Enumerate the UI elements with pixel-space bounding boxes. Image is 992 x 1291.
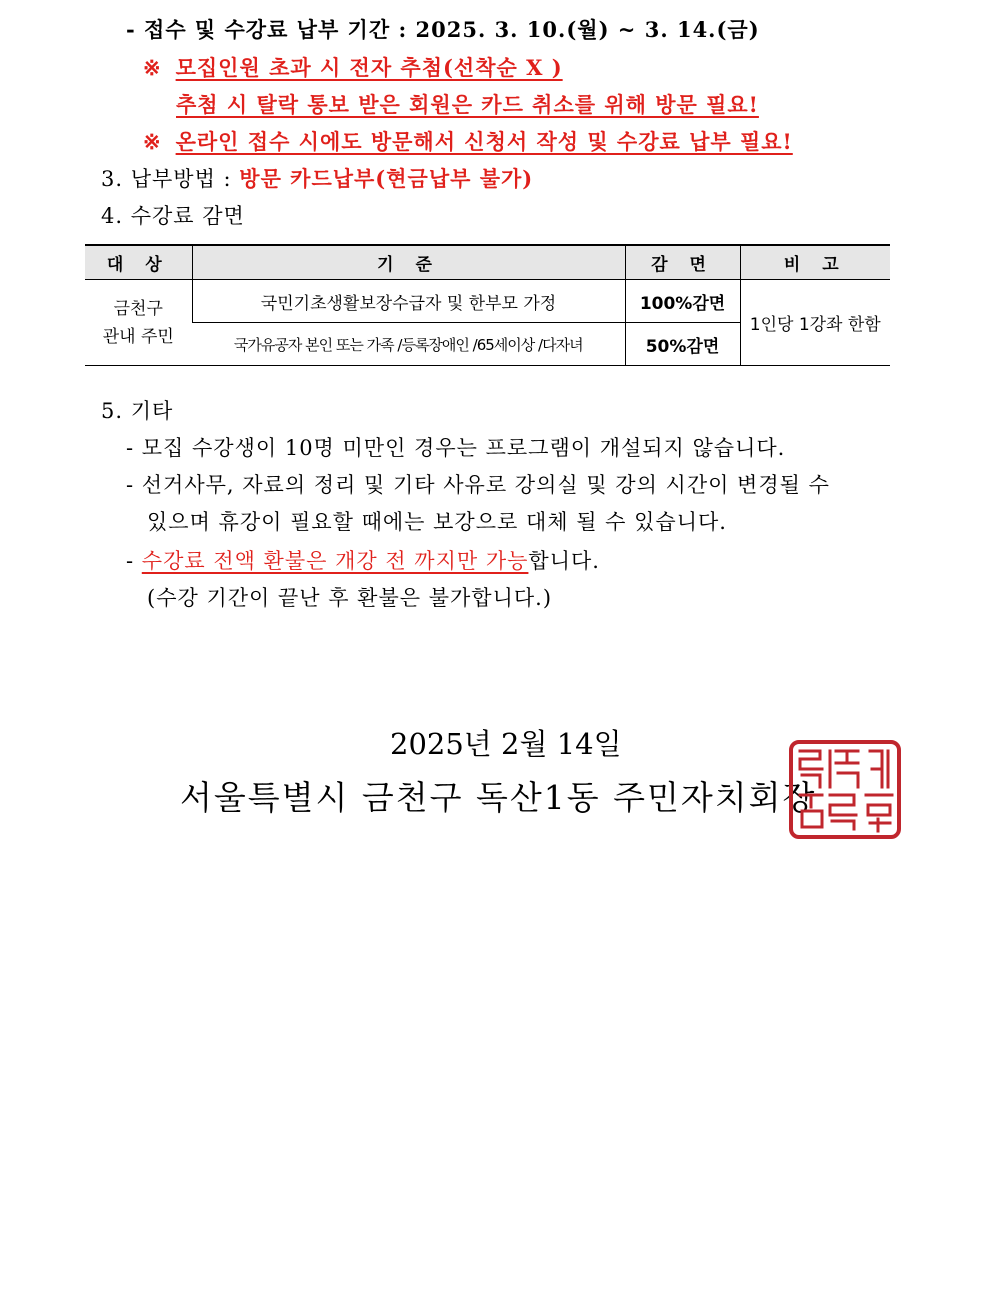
payment-line: [101, 163, 533, 193]
document-date: 2025년 2월 14일: [390, 727, 622, 761]
etc-item3: [126, 545, 600, 575]
discount-cell: 50%감면: [625, 323, 740, 366]
note-mark: ※: [143, 55, 162, 80]
etc-item2-line1: - 선거사무, 자료의 정리 및 기타 사유로 강의실 및 강의 시간이 변경될 수: [126, 473, 830, 497]
note-mark: ※: [143, 129, 162, 154]
note1-sub-line: 추첨 시 탈락 통보 받은 회원은 카드 취소를 위해 방문 필요!: [176, 92, 759, 117]
etc-item3-rest: 합니다.: [528, 549, 600, 573]
etc-item3-red: 수강료 전액 환불은 개강 전 까지만 가능: [141, 549, 529, 573]
header-discount: 감 면: [625, 245, 740, 280]
remark-cell: 1인당 1강좌 한함: [740, 280, 890, 366]
target-cell: [85, 280, 192, 366]
signer-org: 서울특별시 금천구 독산1동 주민자치회장: [180, 778, 817, 817]
header-target: 대 상: [85, 245, 192, 280]
discount-table: [85, 244, 890, 366]
table-row: [85, 280, 890, 323]
header-remark: 비 고: [740, 245, 890, 280]
period-line: - 접수 및 수강료 납부 기간 : 2025. 3. 10.(월) ~ 3. 14.(금): [126, 17, 760, 42]
note1-line: [143, 52, 563, 82]
criteria-cell: 국가유공자 본인 또는 가족 /등록장애인 /65세이상 /다자녀: [192, 323, 625, 366]
header-criteria: 기 준: [192, 245, 625, 280]
discount-heading: 4. 수강료 감면: [101, 204, 245, 228]
note1-text: 모집인원 초과 시 전자 추첨(선착순 X ): [175, 55, 563, 80]
etc-item1: - 모집 수강생이 10명 미만인 경우는 프로그램이 개설되지 않습니다.: [126, 436, 786, 460]
table-header-row: [85, 245, 890, 280]
discount-cell: 100%감면: [625, 280, 740, 323]
payment-label: 3. 납부방법 :: [101, 167, 240, 191]
criteria-cell: 국민기초생활보장수급자 및 한부모 가정: [192, 280, 625, 323]
target-line1: 금천구: [113, 298, 163, 319]
etc-item3-dash: -: [126, 549, 142, 573]
etc-heading: 5. 기타: [101, 399, 174, 423]
etc-item3-sub: (수강 기간이 끝난 후 환불은 불가합니다.): [147, 586, 553, 610]
official-seal: [788, 739, 902, 840]
etc-item2-line2: 있으며 휴강이 필요할 때에는 보강으로 대체 될 수 있습니다.: [147, 510, 727, 534]
note2-line: [143, 126, 793, 156]
payment-value: 방문 카드납부(현금납부 불가): [239, 166, 534, 191]
note2-text: 온라인 접수 시에도 방문해서 신청서 작성 및 수강료 납부 필요!: [175, 129, 793, 154]
target-line2: 관내 주민: [102, 326, 174, 347]
